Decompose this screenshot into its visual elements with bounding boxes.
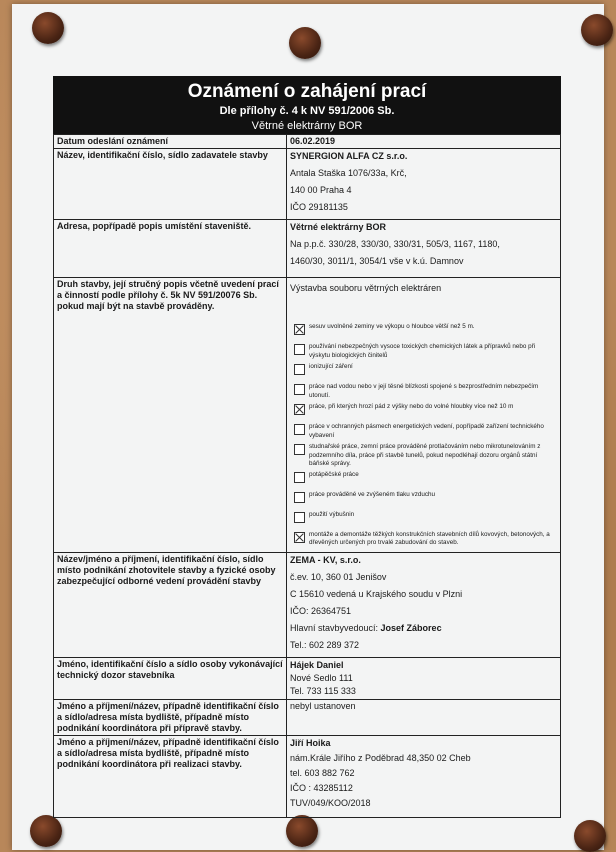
checklist-text: sesuv uvolněné zeminy ve výkopu o hloubce větší než 5 m. xyxy=(309,323,475,330)
checkbox-checked-icon[interactable] xyxy=(294,324,305,335)
checklist-item xyxy=(290,443,557,469)
checklist-text: použití výbušnin xyxy=(309,510,355,518)
supervisor-phone: Tel. 733 115 333 xyxy=(290,685,356,696)
notice-title: Oznámení o zahájení prací xyxy=(187,81,427,102)
coordinator-name: Jiří Hoika xyxy=(290,737,331,748)
row-label: Datum odeslání oznámení xyxy=(54,135,287,149)
checklist-text: práce v ochranných pásmech energetických vedení, popřípadě zařízení technického vybavení xyxy=(309,423,544,439)
contractor-address: č.ev. 10, 360 01 Jenišov xyxy=(290,571,387,582)
contractor-phone: Tel.: 602 289 372 xyxy=(290,639,360,650)
type-description: Výstavba souboru větrných elektráren xyxy=(290,283,442,293)
row-label: Název, identifikační číslo, sídlo zadavatele stavby xyxy=(54,149,287,220)
date-value: 06.02.2019 xyxy=(287,135,561,149)
checkbox-empty-icon[interactable] xyxy=(294,384,305,395)
supervisor-address: Nové Sedlo 111 xyxy=(290,672,353,683)
row-date xyxy=(54,135,561,149)
row-supervisor xyxy=(54,657,561,699)
pushpin-icon xyxy=(574,820,606,852)
checklist-item xyxy=(290,491,557,509)
coordinator-cert: TUV/049/KOO/2018 xyxy=(290,797,371,808)
supervisor-value xyxy=(287,657,561,699)
checklist-item xyxy=(290,383,557,401)
coordinator-phone: tel. 603 882 762 xyxy=(290,767,355,778)
checklist-text: studnařské práce, zemní práce prováděné protlačováním nebo mikrotunelováním z podzemního díla, práce při stavbě tunelů, pokud nepodléhají dozoru orgánů státní báňské správy. xyxy=(309,443,541,467)
manager-prefix: Hlavní stavbyvedoucí: xyxy=(290,622,381,633)
checkbox-empty-icon[interactable] xyxy=(294,364,305,375)
checkbox-empty-icon[interactable] xyxy=(294,344,305,355)
coord-real-value xyxy=(287,735,561,817)
contractor-registry: C 15610 vedená u Krajského soudu v Plzni xyxy=(290,588,463,599)
notice-subtitle: Dle přílohy č. 4 k NV 591/2006 Sb. xyxy=(219,105,395,117)
checkbox-checked-icon[interactable] xyxy=(294,532,305,543)
pushpin-icon xyxy=(581,14,613,46)
row-coord-prep xyxy=(54,699,561,735)
checklist-item xyxy=(290,403,557,421)
site-line2: 1460/30, 3011/1, 3054/1 vše v k.ú. Damnov xyxy=(290,256,464,266)
contractor-name: ZEMA - KV, s.r.o. xyxy=(290,554,361,565)
checklist-item xyxy=(290,363,557,381)
checklist-item xyxy=(290,471,557,489)
row-type xyxy=(54,278,561,553)
client-value xyxy=(287,149,561,220)
client-street: Antala Staška 1076/33a, Krč, xyxy=(290,168,407,178)
work-checklist xyxy=(290,323,557,549)
client-city: 140 00 Praha 4 xyxy=(290,185,352,195)
checklist-text: montáže a demontáže těžkých konstrukčních stavebních dílů kovových, betonových, a dřevěných určených pro trvalé zabudování do staveb. xyxy=(309,530,550,546)
site-name: Větrné elektrárny BOR xyxy=(290,222,387,232)
checklist-text: práce, při kterých hrozí pád z výšky nebo do volné hloubky více než 10 m xyxy=(309,403,514,410)
row-contractor xyxy=(54,552,561,657)
row-site xyxy=(54,220,561,278)
coordinator-address: nám.Krále Jiřího z Poděbrad 48,350 02 Cheb xyxy=(290,752,471,763)
row-label: Druh stavby, její stručný popis včetně uvedení prací a činností podle přílohy č. 5k NV 591/20076 Sb. pokud mají být na stavbě prováděny. xyxy=(54,278,287,553)
client-name: SYNERGION ALFA CZ s.r.o. xyxy=(290,151,408,161)
row-label: Adresa, popřípadě popis umístění staveniště. xyxy=(54,220,287,278)
type-value xyxy=(287,278,561,553)
pushpin-icon xyxy=(32,12,64,44)
contractor-value xyxy=(287,552,561,657)
checkbox-checked-icon[interactable] xyxy=(294,404,305,415)
checkbox-empty-icon[interactable] xyxy=(294,492,305,503)
checklist-item xyxy=(290,423,557,441)
checkbox-empty-icon[interactable] xyxy=(294,424,305,435)
manager-name: Josef Záborec xyxy=(380,622,442,633)
row-label: Jméno, identifikační číslo a sídlo osoby vykonávající technický dozor stavebníka xyxy=(54,657,287,699)
row-label: Jméno a příjmení/název, případně identifikační číslo a sídlo/adresa místa bydliště, případně místo podnikání koordinátora při realizaci stavby. xyxy=(54,735,287,817)
checklist-text: potápěčské práce xyxy=(309,470,359,478)
checklist-item xyxy=(290,531,557,549)
row-label: Jméno a příjmení/název, případně identifikační číslo a sídlo/adresa místa bydliště, případně místo podnikání koordinátora při přípravě stavby. xyxy=(54,699,287,735)
site-value xyxy=(287,220,561,278)
notice-table xyxy=(53,134,561,818)
checklist-item xyxy=(290,323,557,341)
checkbox-empty-icon[interactable] xyxy=(294,444,305,455)
coordinator-ico: IČO : 43285112 xyxy=(290,782,353,793)
checklist-text: ionizující záření xyxy=(309,363,353,370)
pushpin-icon xyxy=(289,27,321,59)
site-line1: Na p.p.č. 330/28, 330/30, 330/31, 505/3, 1167, 1180, xyxy=(290,239,500,249)
checkbox-empty-icon[interactable] xyxy=(294,472,305,483)
notice-project: Větrné elektrárny BOR xyxy=(251,120,363,132)
supervisor-name: Hájek Daniel xyxy=(290,659,344,670)
notice-header xyxy=(53,76,561,134)
contractor-ico: IČO: 26364751 xyxy=(290,605,352,616)
row-label: Název/jméno a příjmení, identifikační číslo, sídlo místo podnikání zhotovitele stavby a fyzické osoby zabezpečující odborné vedení provádění stavby xyxy=(54,552,287,657)
row-client xyxy=(54,149,561,220)
pushpin-icon xyxy=(286,815,318,847)
checklist-item xyxy=(290,511,557,529)
coord-prep-value: nebyl ustanoven xyxy=(287,699,561,735)
checkbox-empty-icon[interactable] xyxy=(294,512,305,523)
checklist-text: práce prováděné ve zvýšeném tlaku vzduchu xyxy=(309,490,436,498)
checklist-text: používání nebezpečných vysoce toxických chemických látek a přípravků nebo při výskytu biologických činitelů xyxy=(309,343,536,359)
checklist-item xyxy=(290,343,557,361)
row-coord-real xyxy=(54,735,561,817)
checklist-text: práce nad vodou nebo v její těsné blízkosti spojené s bezprostředním nebezpečím utonutí. xyxy=(309,383,539,399)
contractor-manager xyxy=(290,622,557,635)
pushpin-icon xyxy=(30,815,62,847)
client-ico: IČO 29181135 xyxy=(290,202,348,212)
